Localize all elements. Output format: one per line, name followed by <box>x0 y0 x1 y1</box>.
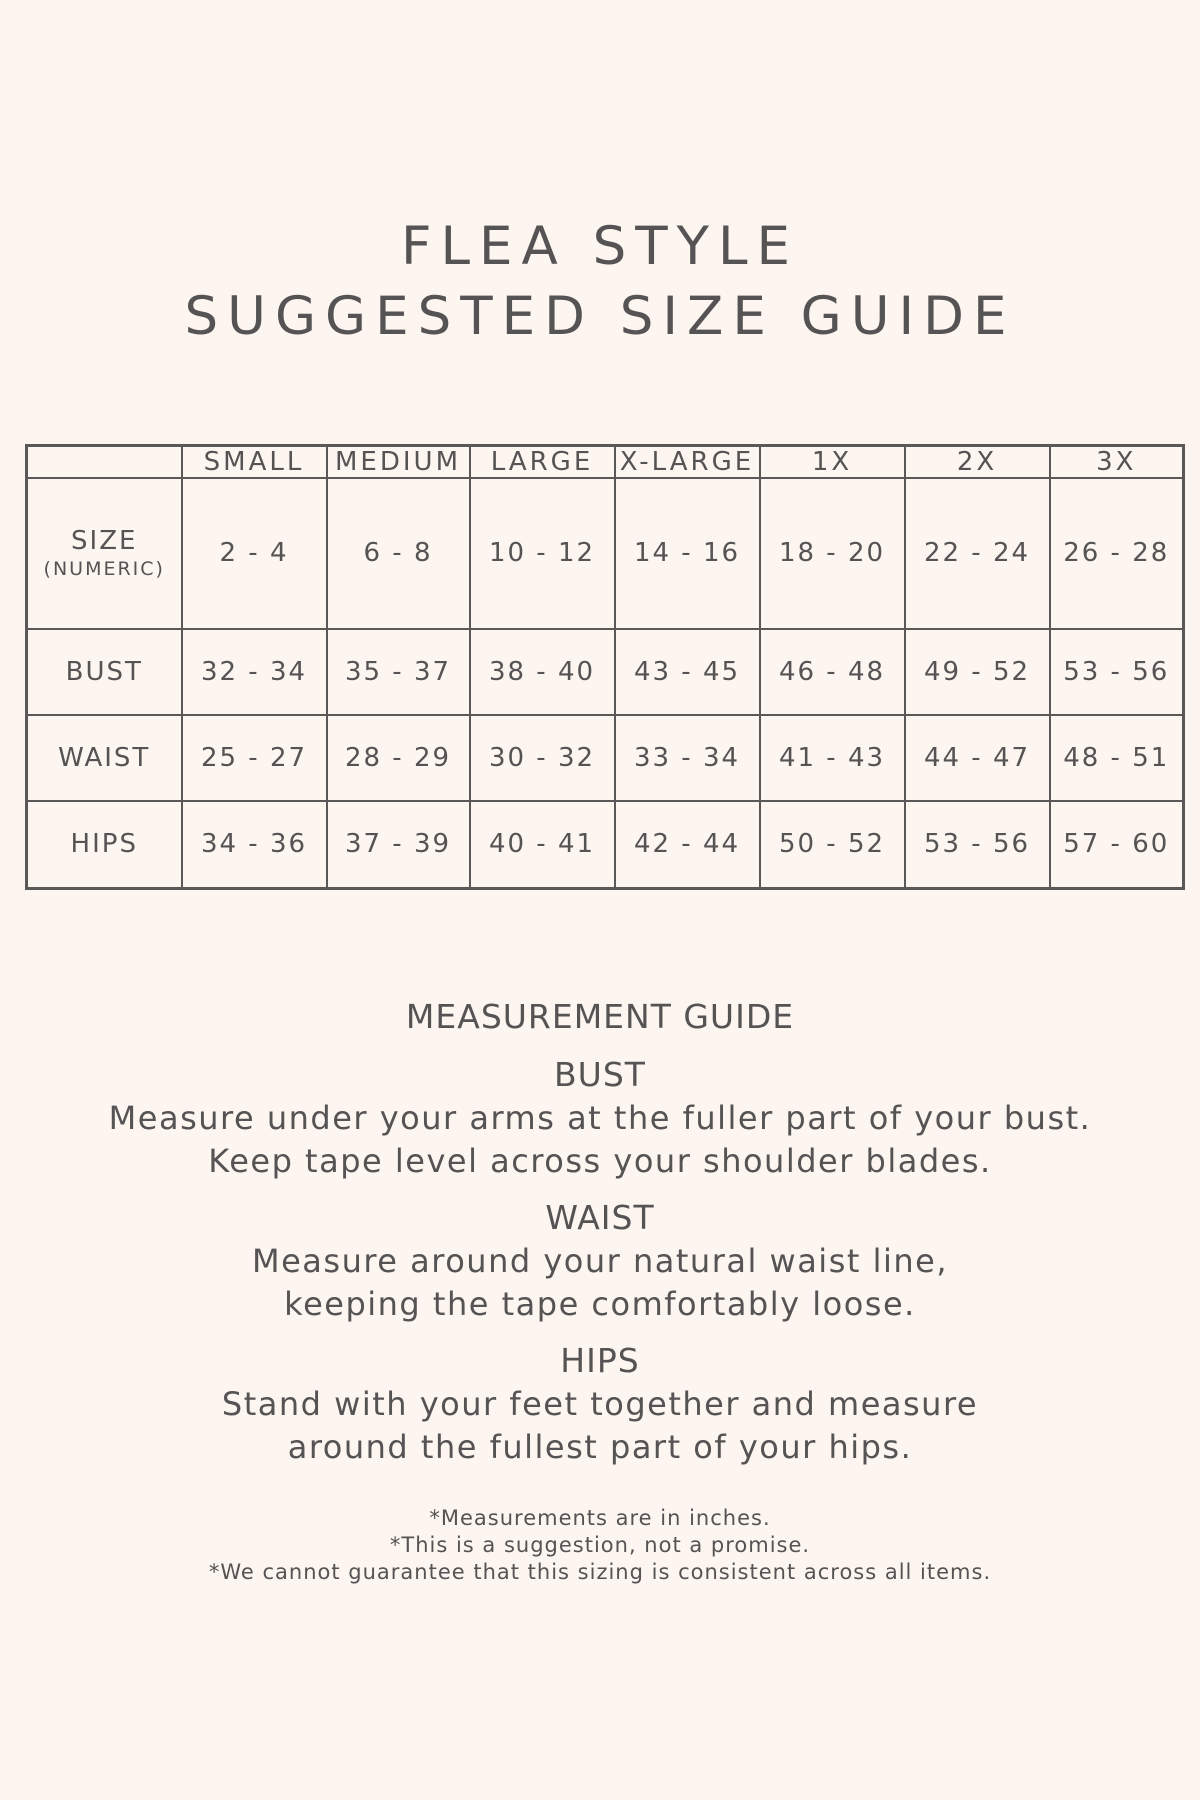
table-cell: 50 - 52 <box>760 801 905 889</box>
table-cell: 18 - 20 <box>760 478 905 629</box>
hips-line-1: Stand with your feet together and measure <box>221 1385 979 1423</box>
table-cell: 32 - 34 <box>182 629 327 715</box>
table-cell: 40 - 41 <box>470 801 615 889</box>
table-cell: 57 - 60 <box>1050 801 1184 889</box>
bust-instructions <box>0 1097 1200 1183</box>
hips-instructions <box>0 1383 1200 1469</box>
bust-line-1: Measure under your arms at the fuller part of your bust. <box>108 1099 1092 1137</box>
table-cell: 48 - 51 <box>1050 715 1184 801</box>
row-sublabel: (NUMERIC) <box>43 558 165 581</box>
table-cell: 25 - 27 <box>182 715 327 801</box>
measurement-guide <box>0 995 1200 1469</box>
bust-line-2: Keep tape level across your shoulder blades. <box>208 1142 992 1180</box>
table-header-row <box>27 446 1184 479</box>
footnote: *This is a suggestion, not a promise. <box>389 1533 811 1557</box>
table-cell: 42 - 44 <box>615 801 760 889</box>
waist-heading: WAIST <box>545 1198 655 1237</box>
table-cell: 44 - 47 <box>905 715 1050 801</box>
waist-line-2: keeping the tape comfortably loose. <box>284 1285 916 1323</box>
hips-heading: HIPS <box>560 1341 640 1380</box>
table-cell: 43 - 45 <box>615 629 760 715</box>
column-header: 1X <box>760 446 905 479</box>
table-cell: 30 - 32 <box>470 715 615 801</box>
footnote: *Measurements are in inches. <box>429 1506 771 1530</box>
table-row <box>27 629 1184 715</box>
table-cell: 26 - 28 <box>1050 478 1184 629</box>
table-cell: 33 - 34 <box>615 715 760 801</box>
waist-instructions <box>0 1240 1200 1326</box>
table-cell: 53 - 56 <box>1050 629 1184 715</box>
hips-line-2: around the fullest part of your hips. <box>287 1428 913 1466</box>
table-row <box>27 715 1184 801</box>
guide-heading: MEASUREMENT GUIDE <box>405 997 795 1036</box>
row-label-text: SIZE <box>71 526 138 557</box>
table-corner-cell <box>27 446 182 479</box>
page-title-brand: FLEA STYLE <box>400 216 799 277</box>
column-header: X-LARGE <box>615 446 760 479</box>
table-cell: 10 - 12 <box>470 478 615 629</box>
footnote: *We cannot guarantee that this sizing is consistent across all items. <box>208 1560 992 1584</box>
row-label: WAIST <box>27 715 182 801</box>
page-title-guide: SUGGESTED SIZE GUIDE <box>184 286 1016 347</box>
size-chart-table <box>25 444 1185 890</box>
table-cell: 2 - 4 <box>182 478 327 629</box>
column-header: 3X <box>1050 446 1184 479</box>
column-header: LARGE <box>470 446 615 479</box>
table-cell: 53 - 56 <box>905 801 1050 889</box>
row-label <box>27 478 182 629</box>
table-cell: 14 - 16 <box>615 478 760 629</box>
bust-heading: BUST <box>554 1055 646 1094</box>
table-cell: 22 - 24 <box>905 478 1050 629</box>
waist-line-1: Measure around your natural waist line, <box>251 1242 948 1280</box>
table-cell: 28 - 29 <box>327 715 470 801</box>
table-cell: 37 - 39 <box>327 801 470 889</box>
row-label: HIPS <box>27 801 182 889</box>
table-row <box>27 478 1184 629</box>
table-cell: 49 - 52 <box>905 629 1050 715</box>
row-label: BUST <box>27 629 182 715</box>
footnotes <box>0 1505 1200 1586</box>
table-cell: 46 - 48 <box>760 629 905 715</box>
table-cell: 34 - 36 <box>182 801 327 889</box>
table-cell: 41 - 43 <box>760 715 905 801</box>
table-cell: 35 - 37 <box>327 629 470 715</box>
table-cell: 6 - 8 <box>327 478 470 629</box>
column-header: 2X <box>905 446 1050 479</box>
table-cell: 38 - 40 <box>470 629 615 715</box>
column-header: MEDIUM <box>327 446 470 479</box>
table-row <box>27 801 1184 889</box>
column-header: SMALL <box>182 446 327 479</box>
